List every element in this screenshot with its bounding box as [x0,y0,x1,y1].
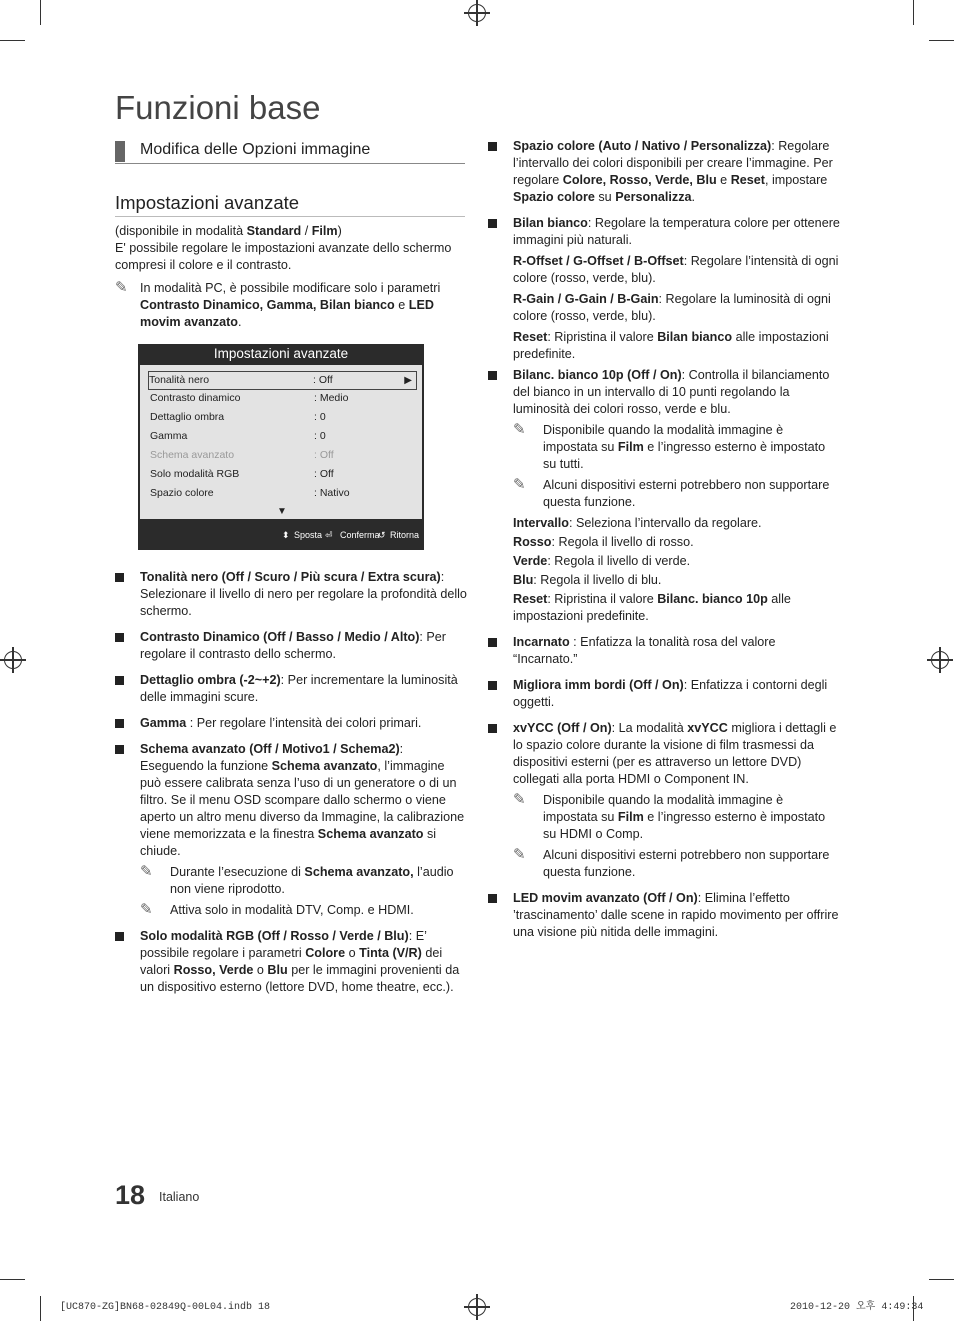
pencil-note-icon: ✎ [115,279,128,296]
note-item: ✎ Attiva solo in modalità DTV, Comp. e HDMI. [140,901,414,918]
menu-row-schema-avanzato: Schema avanzato : Off [150,449,334,461]
bullet-square-icon [488,724,497,733]
file-info: [UC870-ZG]BN68-02849Q-00L04.indb 18 [60,1302,271,1313]
bullet-square-icon [488,894,497,903]
sub-item: R-Gain / G-Gain / B-Gain: Regolare la luminosità di ogni colore (rosso, verde, blu). [513,292,831,323]
bullet-square-icon [488,142,497,151]
list-item: Migliora imm bordi (Off / On): Enfatizza i contorni degli oggetti. [488,677,840,711]
availability-text: (disponibile in modalità Standard / Film) [115,224,342,238]
scroll-down-icon[interactable]: ▼ [277,506,287,517]
sub-item: Rosso: Regola il livello di rosso. [513,535,694,549]
left-column [115,223,467,331]
right-column [488,138,840,941]
note-item: ✎ Disponibile quando la modalità immagine è impostata su Film e l’ingresso esterno è impostato su HDMI o Comp. [513,791,826,841]
menu-title: Impostazioni avanzate [213,346,349,361]
menu-row-contrasto-dinamico[interactable]: Contrasto dinamico : Medio [150,392,349,404]
crop-mark [929,1279,954,1280]
sub-item: Reset: Ripristina il valore Bilanc. bianco 10p alle impostazioni predefinite. [513,592,791,623]
registration-mark-icon [468,1298,486,1316]
page-number: 18 [115,1180,146,1210]
section-bar [115,141,125,162]
arrow-right-icon: ▶ [404,375,412,386]
bullet-square-icon [115,676,124,685]
confirm-label: Conferma [340,530,380,540]
bullet-square-icon [115,633,124,642]
list-item: Gamma : Per regolare l’intensità dei colori primari. [115,715,467,732]
menu-row-dettaglio-ombra[interactable]: Dettaglio ombra : 0 [150,411,326,423]
section-heading [115,139,465,164]
subsection-title: Impostazioni avanzate [115,192,465,217]
sub-item: Verde: Regola il livello di verde. [513,554,691,568]
menu-row-spazio-colore[interactable]: Spazio colore : Nativo [150,487,350,499]
menu-footer [138,521,424,550]
menu-body [140,365,422,519]
pencil-note-icon: ✎ [513,791,526,808]
bullet-square-icon [488,371,497,380]
crop-mark [913,0,914,25]
menu-row-solo-rgb[interactable]: Solo modalità RGB : Off [150,468,334,480]
list-item: Bilan bianco: Regolare la temperatura colore per ottenere immagini più naturali. R-Offset / G-Offset / B-Offset: Regolare l’intensità di ogni colore (rosso, verde, blu). R-Gain / G-Gain / B-Gain: Regolare la luminosità di ogni colore (rosso, verde, blu). Reset: Ripristina il valore Bilan bianco alle impostazioni predefinite. [488,215,840,363]
note-item: ✎ Durante l’esecuzione di Schema avanzato, l’audio non viene riprodotto. [140,863,454,896]
note-item: ✎ Alcuni dispositivi esterni potrebbero non supportare questa funzione. [513,476,830,509]
sub-item: R-Offset / G-Offset / B-Offset: Regolare l’intensità di ogni colore (rosso, verde, blu). [513,254,839,285]
list-item: Dettaglio ombra (-2~+2): Per incrementare la luminosità delle immagini scure. [115,672,467,706]
registration-mark-icon [931,651,949,669]
list-item: Solo modalità RGB (Off / Rosso / Verde / Blu): E’ possibile regolare i parametri Colore o Tinta (V/R) dei valori Rosso, Verde o Blu per le immagini provenienti da un dispositivo esterno (lettore DVD, home theatre, ecc.). [115,928,467,996]
pencil-note-icon: ✎ [513,846,526,863]
bullet-square-icon [115,745,124,754]
list-item: Bilanc. bianco 10p (Off / On): Controlla il bilanciamento del bianco in un intervallo di 10 punti regolando la luminosità dei colori rosso, verde e blu. ✎ Disponibile quando la modalità immagine è impostata su Film e l’ingresso esterno è impostato su tutti. ✎ Alcuni dispositivi esterni potrebbero non supportare questa funzione. Intervallo: Seleziona l’intervallo da regolare. Rosso: Regola il livello di rosso. Verde: Regola il livello di verde. Blu: Regola il livello di blu. Reset: Ripristina il valore Bilanc. bianco 10p alle impostazioni predefinite. [488,367,840,625]
bullet-square-icon [488,219,497,228]
page-title: Funzioni base [115,89,321,126]
intro-note: ✎ In modalità PC, è possibile modificare solo i parametri Contrasto Dinamico, Gamma, Bilan bianco e LED movim avanzato. [115,279,441,329]
print-timestamp: 2010-12-20 오후 4:49:34 [790,1302,924,1313]
pencil-note-icon: ✎ [513,476,526,493]
list-item: Incarnato : Enfatizza la tonalità rosa del valore “Incarnato.” [488,634,840,668]
return-icon: ↺ [378,530,386,540]
list-item: LED movim avanzato (Off / On): Elimina l’effetto ’trascinamento’ dalle scene in rapido movimento per offrire una visione più nitida delle immagini. [488,890,840,941]
pencil-note-icon: ✎ [513,421,526,438]
move-label: Sposta [294,530,323,540]
bullet-square-icon [488,681,497,690]
enter-icon: ⏎ [325,530,333,540]
section-title: Modifica delle Opzioni immagine [140,141,371,158]
list-item: Spazio colore (Auto / Nativo / Personalizza): Regolare l’intervallo dei colori disponibili per creare l’immagine. Per regolare Colore, Rosso, Verde, Blu e Reset, impostare Spazio colore su Personalizza. [488,138,840,206]
registration-mark-icon [4,651,22,669]
note-item: ✎ Alcuni dispositivi esterni potrebbero non supportare questa funzione. [513,846,830,879]
crop-mark [40,1296,41,1321]
sub-item: Reset: Ripristina il valore Bilan bianco alle impostazioni predefinite. [513,330,829,361]
list-item: Contrasto Dinamico (Off / Basso / Medio / Alto): Per regolare il contrasto dello schermo. [115,629,467,663]
sub-item: Blu: Regola il livello di blu. [513,573,662,587]
osd-menu [138,344,424,550]
pencil-note-icon: ✎ [140,863,153,880]
crop-mark [0,40,25,41]
menu-row-tonalita-nero[interactable]: Tonalità nero : Off ▶ [148,371,417,390]
crop-mark [40,0,41,25]
bullet-square-icon [115,573,124,582]
page-language: Italiano [159,1190,200,1204]
bullet-square-icon [115,932,124,941]
pencil-note-icon: ✎ [140,901,153,918]
bullet-square-icon [115,719,124,728]
menu-row-gamma[interactable]: Gamma : 0 [150,430,326,442]
list-item: xvYCC (Off / On): La modalità xvYCC migliora i dettagli e lo spazio colore durante la visione di film trasmessi da dispositivi esterni (per es attraverso un lettore DVD) collegati alla porta HDMI o Component IN. ✎ Disponibile quando la modalità immagine è impostata su Film e l’ingresso esterno è impostato su HDMI o Comp. ✎ Alcuni dispositivi esterni potrebbero non supportare questa funzione. [488,720,840,881]
crop-mark [929,40,954,41]
bullet-square-icon [488,638,497,647]
sub-item: Intervallo: Seleziona l’intervallo da regolare. [513,516,762,530]
note-item: ✎ Disponibile quando la modalità immagine è impostata su Film e l’ingresso esterno è impostato su tutti. [513,421,826,471]
crop-mark [0,1279,25,1280]
registration-mark-icon [468,4,486,22]
list-item: Schema avanzato (Off / Motivo1 / Schema2): Eseguendo la funzione Schema avanzato, l’immagine può essere calibrata senza l’uso di un generatore o di un filtro. Se il menu OSD scompare dallo schermo o viene aperto un altro menu diverso da Immagine, la calibrazione viene memorizzata e la finestra Schema avanzato si chiude. ✎ Durante l’esecuzione di Schema avanzato, l’audio non viene riprodotto. ✎ Attiva solo in modalità DTV, Comp. e HDMI. [115,741,467,919]
left-items [115,569,467,996]
intro-description: E' possibile regolare le impostazioni avanzate dello schermo compresi il colore e il contrasto. [115,241,452,272]
list-item: Tonalità nero (Off / Scuro / Più scura / Extra scura): Selezionare il livello di nero per regolare la profondità dello schermo. [115,569,467,620]
updown-icon: ⬍ [282,530,290,540]
return-label: Ritorna [390,530,420,540]
